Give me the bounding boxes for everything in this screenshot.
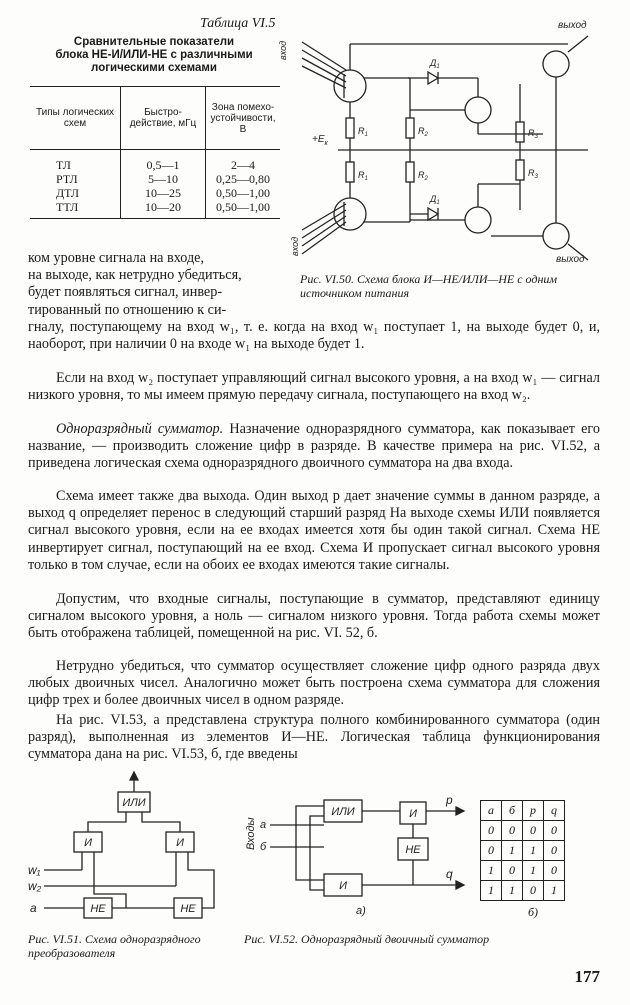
r1-label-2: $R_1$ (358, 170, 368, 182)
paragraph-6-text: Нетрудно убедиться, что сумматор осуществляет сложение цифр одного разряда двух любых двоичных чисел. Аналогично может быть построена схема сумматора для сложения цифр трех и более двоичных чисел в одном разряде. (28, 658, 600, 709)
transistor-out-top (543, 51, 569, 77)
r2-label-2: $R_2$ (418, 170, 428, 182)
header-speed: Быстро-действие, мГц (121, 87, 206, 150)
th-p: p (523, 801, 544, 821)
paragraph-5 (28, 591, 600, 643)
diode-d1-bottom (428, 208, 438, 220)
resistor-r1-bottom (346, 162, 354, 182)
cell: 0 (544, 821, 565, 841)
cell: 10—20 (121, 200, 206, 219)
cell: 1 (502, 841, 523, 861)
truth-row (481, 881, 565, 901)
logic-diagram-fig52a (240, 770, 470, 920)
cell: 1 (481, 861, 502, 881)
th-q: q (544, 801, 565, 821)
table-row (30, 186, 280, 200)
text-line: будет появляться сигнал, инвер- (28, 284, 223, 301)
cell: 0,25—0,80 (206, 172, 281, 186)
bottom-input-arrows (302, 204, 346, 254)
paragraph-2 (28, 370, 600, 404)
r3-label: $R_3$ (528, 128, 538, 140)
paragraph-7 (28, 712, 600, 764)
input-label-top: вход (278, 40, 288, 60)
table-title-line: логическими схемами (91, 62, 217, 74)
transistor-out-bottom (543, 223, 569, 249)
truth-header-row (481, 801, 565, 821)
table-title-line: блока НЕ-И/ИЛИ-НЕ с различными (55, 49, 253, 61)
and-top-label: И (409, 808, 417, 820)
circuit-diagram-fig50 (278, 14, 608, 265)
sublabel-b: б) (528, 905, 539, 919)
th-a: a (481, 801, 502, 821)
r2-label: $R_2$ (418, 126, 428, 138)
comparison-table (30, 86, 280, 219)
or-label: ИЛИ (331, 806, 355, 818)
paragraph-2-text: Если на вход w₂ поступает управляющий сигнал высокого уровня, а на вход w₁ — сигнал низкого уровня, то мы имеем прямую передачу сигнала, поступающего на вход w₂. (28, 370, 600, 404)
input-a: a (30, 901, 37, 915)
table-row (30, 172, 280, 186)
text-line: ком уровне сигнала на входе, (28, 250, 205, 266)
cell: 0 (502, 861, 523, 881)
fig50-caption: Рис. VI.50. Схема блока И—НЕ/ИЛИ—НЕ с одним источником питания (300, 272, 558, 300)
cell: 2—4 (206, 150, 281, 173)
diode-d1-top (428, 72, 438, 84)
not-right-label: НЕ (180, 903, 196, 915)
r3-label-2: $R_3$ (528, 168, 538, 180)
table-title-line: Сравнительные показатели (73, 36, 235, 48)
resistor-r1-top (346, 118, 354, 138)
paragraph-5-text: Допустим, что входные сигналы, поступающие в сумматор, представляют единицу сигналом высокого уровня, а ноль — сигналом низкого уровня. Тогда работа схемы может быть отображена таблицей, помещенной на рис. VI. 52, б. (28, 591, 600, 642)
r1-label: $R_1$ (358, 126, 368, 138)
header-types: Типы логических схем (30, 87, 121, 150)
table-title (28, 36, 280, 75)
cell: 0,50—1,00 (206, 186, 281, 200)
input-b: б (260, 841, 267, 853)
sublabel-a: а) (356, 905, 366, 917)
cell: 0 (544, 861, 565, 881)
cell: ДТЛ (56, 186, 80, 200)
truth-row (481, 841, 565, 861)
cell: ТТЛ (30, 200, 121, 219)
paragraph-6 (28, 658, 600, 710)
paragraph-1-start (28, 250, 290, 319)
cell: 0 (544, 841, 565, 861)
paragraph-4 (28, 488, 600, 574)
output-q: q (446, 867, 453, 881)
cell: 1 (523, 861, 544, 881)
resistor-r2-top (406, 118, 414, 138)
or-label: ИЛИ (122, 797, 146, 809)
output-label-bottom: выход (556, 254, 585, 265)
transistor-mid-top (465, 97, 491, 123)
paragraph-3-text: Назначение одноразрядного сумматора, как показывает его название, — производить сложение цифр в разряде. В качестве примера на рис. VI.52, а приведена логическая схема одноразрядного двоичного сумматора на два входа. (28, 421, 600, 472)
page-number: 177 (574, 967, 600, 986)
not-left-label: НЕ (90, 903, 106, 915)
cell: 0 (523, 881, 544, 901)
output-p: p (446, 793, 453, 807)
d1-label: $Д_1$ (430, 58, 440, 70)
cell: 1 (523, 841, 544, 861)
transistor-top (334, 70, 366, 102)
table-row (30, 150, 280, 173)
truth-row (481, 821, 565, 841)
fig52-caption: Рис. VI.52. Одноразрядный двоичный сумматор (244, 932, 490, 946)
cell: 1 (502, 881, 523, 901)
resistor-r3-bottom (516, 160, 524, 180)
paragraph-1-end: гналу, поступающему на вход w₁, т. е. когда на вход w₁ поступает 1, на выходе будет 0, и, наоборот, при наличии 0 на входе w₁ на выходе будет 1. (28, 319, 600, 353)
not-label: НЕ (405, 844, 421, 856)
cell: 1 (544, 881, 565, 901)
cell: 0 (523, 821, 544, 841)
header-noise: Зона помехо-устойчивости, В (206, 87, 281, 150)
transistor-mid-bottom (465, 207, 491, 233)
and-bottom-label: И (339, 880, 347, 892)
supply-label: $+E_к$ (312, 134, 328, 147)
input-w1: w₁ (28, 863, 41, 877)
cell: 1 (481, 881, 502, 901)
term-adder: Одноразрядный сумматор. (56, 421, 224, 437)
paragraph-3 (28, 421, 600, 473)
cell: 0 (481, 821, 502, 841)
th-b: б (502, 801, 523, 821)
cell: 0,50—1,00 (206, 200, 281, 219)
d1-label-2: $Д_1$ (430, 194, 440, 206)
text-line: тированный по отношению к си- (28, 301, 227, 318)
top-input-arrows (302, 42, 346, 88)
table-row (30, 200, 280, 219)
paragraph-7-text: На рис. VI.53, а представлена структура полного комбинированного сумматора (один разряд), выполненная из элементов И—НЕ. Логическая таблица функционирования сумматора дана на рис. VI.53, б, где введены (28, 712, 600, 763)
inputs-label: Входы (245, 817, 257, 850)
input-w2: w₂ (28, 879, 42, 893)
paragraph-4-text: Схема имеет также два выхода. Один выход p дает значение суммы в данном разряде, а выход q определяет перенос в следующий старший разряд На выходе схемы ИЛИ появляется сигнал высокого уровня, если на ее входах имеется хотя бы один такой сигнал. Схема НЕ инвертирует сигнал, поступающий на ее вход. Схема И пропускает сигнал высокого уровня только в том случае, если на обоих ее входах имеются такие сигналы. (28, 488, 600, 573)
resistor-r3-top (516, 122, 524, 142)
cell: 0,5—1 (121, 150, 206, 173)
and-left-label: И (84, 837, 92, 849)
truth-table (480, 800, 565, 901)
cell: 0 (481, 841, 502, 861)
and-right-label: И (176, 837, 184, 849)
cell: ТЛ (56, 158, 71, 172)
logic-diagram-fig51 (26, 770, 226, 930)
input-a: a (260, 819, 267, 831)
input-label-bottom: вход (290, 236, 300, 256)
cell: 10—25 (121, 186, 206, 200)
table-header-row (30, 87, 280, 150)
resistor-r2-bottom (406, 162, 414, 182)
text-line: на выходе, как нетрудно убедиться, (28, 267, 242, 284)
truth-row (481, 861, 565, 881)
table-caption: Таблица VI.5 (200, 16, 276, 31)
fig51-caption: Рис. VI.51. Схема одноразрядного преобразователя (28, 932, 201, 960)
output-label-top: выход (558, 20, 587, 31)
cell: РТЛ (56, 172, 78, 186)
cell: 5—10 (121, 172, 206, 186)
cell: 0 (502, 821, 523, 841)
